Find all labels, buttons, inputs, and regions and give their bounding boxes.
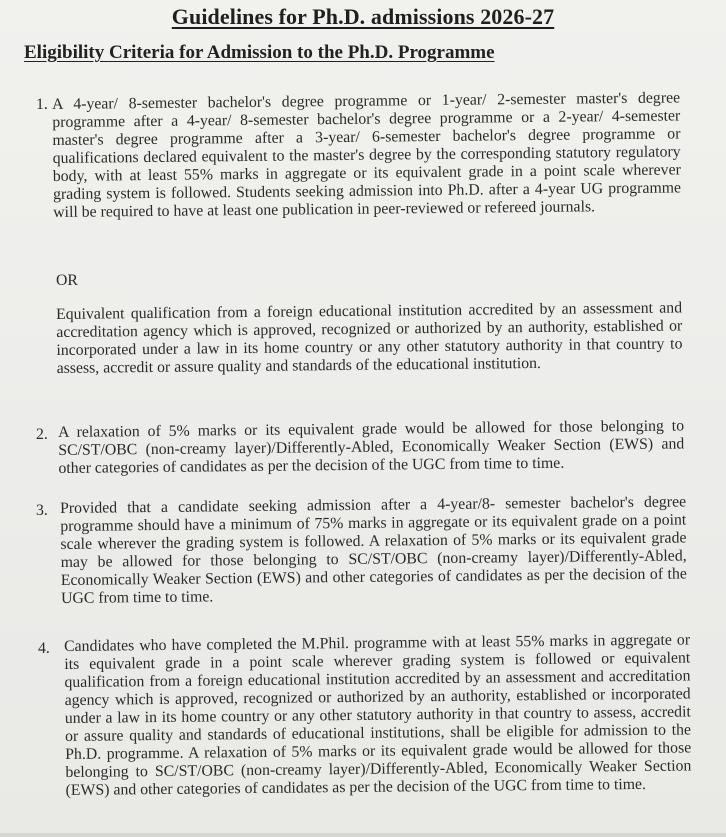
list-item-text: A 4-year/ 8-semester bachelor's degree programme or 1-year/ 2-semester master's degree programme after a 4-year/ 8-semester bachelor's degree programme or a 2-year/ 4-semester master's degree programme after a 3-year/ 6-semester bachelor's degree programme or qualifications declared equivalent to the master's degree by the corresponding statutory regulatory body, with at least 55% marks in aggregate or its equivalent grade in a point scale wherever grading system is followed. Students seeking admission into Ph.D. after a 4-year UG programme will be required to have at least one publication in peer-reviewed or refereed journals. (52, 89, 682, 221)
item-number: 1. (36, 96, 48, 113)
list-item-text: A relaxation of 5% marks or its equivalent grade would be allowed for those belonging to SC/ST/OBC (non-creamy layer)/Differently-Abled, Economically Weaker Section (EWS) and other categories of candidates as per the decision of the UGC from time to time. (58, 417, 685, 477)
document-title: Guidelines for Ph.D. admissions 2026-27 (171, 4, 555, 29)
page-bottom-edge (0, 833, 726, 837)
or-separator: OR (56, 272, 78, 289)
list-item-text: Candidates who have completed the M.Phil. programme with at least 55% marks in aggregate or its equivalent grade in a point scale wherever grading system is followed or equivalent qualification from a foreign educational institution accredited by an assessment and accreditation agency which is approved, recognized or authorized by an authority, established or incorporated under a law in its home country or any other statutory authority in that country to assess, accredit or assure quality and standards of educational institutions, shall be eligible for admission to the Ph.D. programme. A relaxation of 5% marks or its equivalent grade would be allowed for those belonging to SC/ST/OBC (non-creamy layer)/Differently-Abled, Economically Weaker Section (EWS) and other categories of candidates as per the decision of the UGC from time to time. (64, 631, 692, 799)
item-number: 4. (38, 640, 50, 657)
list-item-alternative-text: Equivalent qualification from a foreign educational institution accredited by an assessment and accreditation agency which is approved, recognized or authorized by an authority, established or incorporated under a law in its home country or any other statutory authority in that country to assess, accredit or assure quality and standards of the educational institution. (56, 299, 683, 377)
item-number: 2. (36, 426, 48, 443)
item-number: 3. (36, 502, 48, 519)
list-item-text: Provided that a candidate seeking admission after a 4-year/8- semester bachelor's degree programme should have a minimum of 75% marks in aggregate or its equivalent grade on a point scale wherever the grading system is followed. A relaxation of 5% marks or its equivalent grade may be allowed for those belonging to SC/ST/OBC (non-creamy layer)/Differently-Abled, Economically Weaker Section (EWS) and other categories of candidates as per the decision of the UGC from time to time. (60, 493, 687, 607)
section-heading: Eligibility Criteria for Admission to the Ph.D. Programme (24, 42, 495, 63)
